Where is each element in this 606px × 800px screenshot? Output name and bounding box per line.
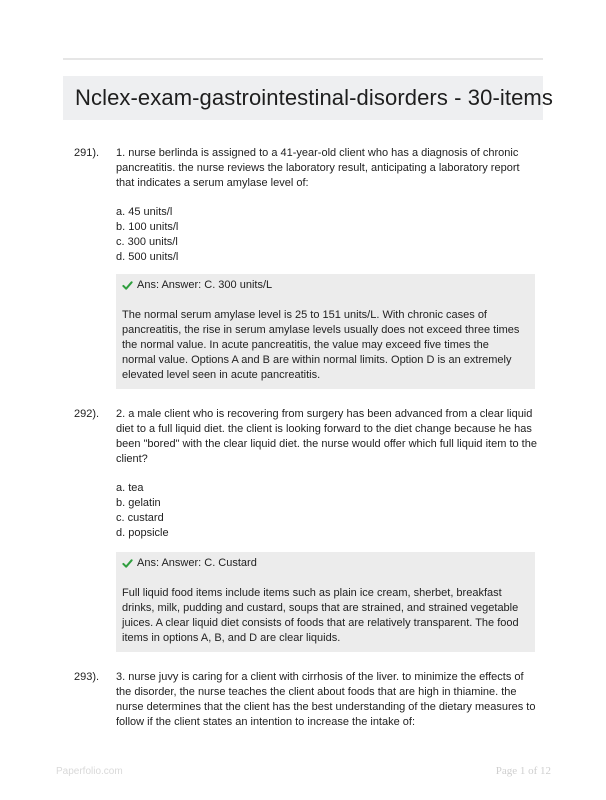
option-c: c. 300 units/l: [116, 236, 178, 248]
answer-options: [116, 481, 540, 541]
option-d: d. 500 units/l: [116, 251, 179, 263]
question-number: 293).: [74, 671, 100, 683]
question-text: 3. nurse juvy is caring for a client with cirrhosis of the liver. to minimize the effects of the disorder, the nurse teaches the client about foods that are high in thiamine. the nurse determines that the client has the best understanding of the dietary measures to follow if the client states an intention to increase the intake of:: [116, 671, 536, 728]
question-text: 1. nurse berlinda is assigned to a 41-year-old client who has a diagnosis of chronic pancreatitis. the nurse reviews the laboratory result, anticipating a laboratory report that indicates a serum amylase level of:: [116, 147, 520, 189]
check-icon: [122, 280, 133, 291]
option-a: a. 45 units/l: [116, 206, 173, 218]
question-body: [116, 670, 540, 730]
answer-box-292: [116, 552, 535, 652]
answer-line: [122, 556, 525, 571]
answer-options: [116, 205, 540, 265]
answer-line: [122, 278, 525, 293]
question-number: 291).: [74, 147, 100, 159]
answer-box-291: [116, 274, 535, 389]
question-text: 2. a male client who is recovering from surgery has been advanced from a clear liquid diet to a full liquid diet. the client is looking forward to the diet change because he has been "bored" with the clear liquid diet. the nurse would offer which full liquid item to the client?: [116, 408, 537, 465]
answer-text: Ans: Answer: C. 300 units/L: [137, 279, 273, 291]
title-bar: [63, 76, 553, 120]
top-divider: [63, 58, 543, 60]
option-d: d. popsicle: [116, 527, 169, 539]
page-title: Nclex-exam-gastrointestinal-disorders - 30-items: [75, 85, 553, 110]
question-number: 292).: [74, 408, 100, 420]
footer-site-watermark: Paperfolio.com: [56, 766, 123, 777]
check-icon: [122, 558, 133, 569]
option-a: a. tea: [116, 482, 144, 494]
option-b: b. gelatin: [116, 497, 161, 509]
answer-explanation: Full liquid food items include items such as plain ice cream, sherbet, breakfast drinks, milk, pudding and custard, soups that are strained, and strained vegetable juices. A clear liquid diet consists of foods that are relatively transparent. The food items in options A, B, and D are clear liquids.: [122, 587, 519, 644]
answer-explanation: The normal serum amylase level is 25 to 151 units/L. With chronic cases of pancreatitis, the rise in serum amylase levels usually does not exceed three times the normal value. In acute pancreatitis, the value may exceed five times the normal value. Options A and B are within normal limits. Option D is an extremely elevated level seen in acute pancreatitis.: [122, 309, 520, 381]
option-c: c. custard: [116, 512, 164, 524]
answer-text: Ans: Answer: C. Custard: [137, 557, 257, 569]
question-body: [116, 146, 540, 265]
question-body: [116, 407, 540, 541]
option-b: b. 100 units/l: [116, 221, 179, 233]
page-number: Page 1 of 12: [495, 765, 551, 777]
